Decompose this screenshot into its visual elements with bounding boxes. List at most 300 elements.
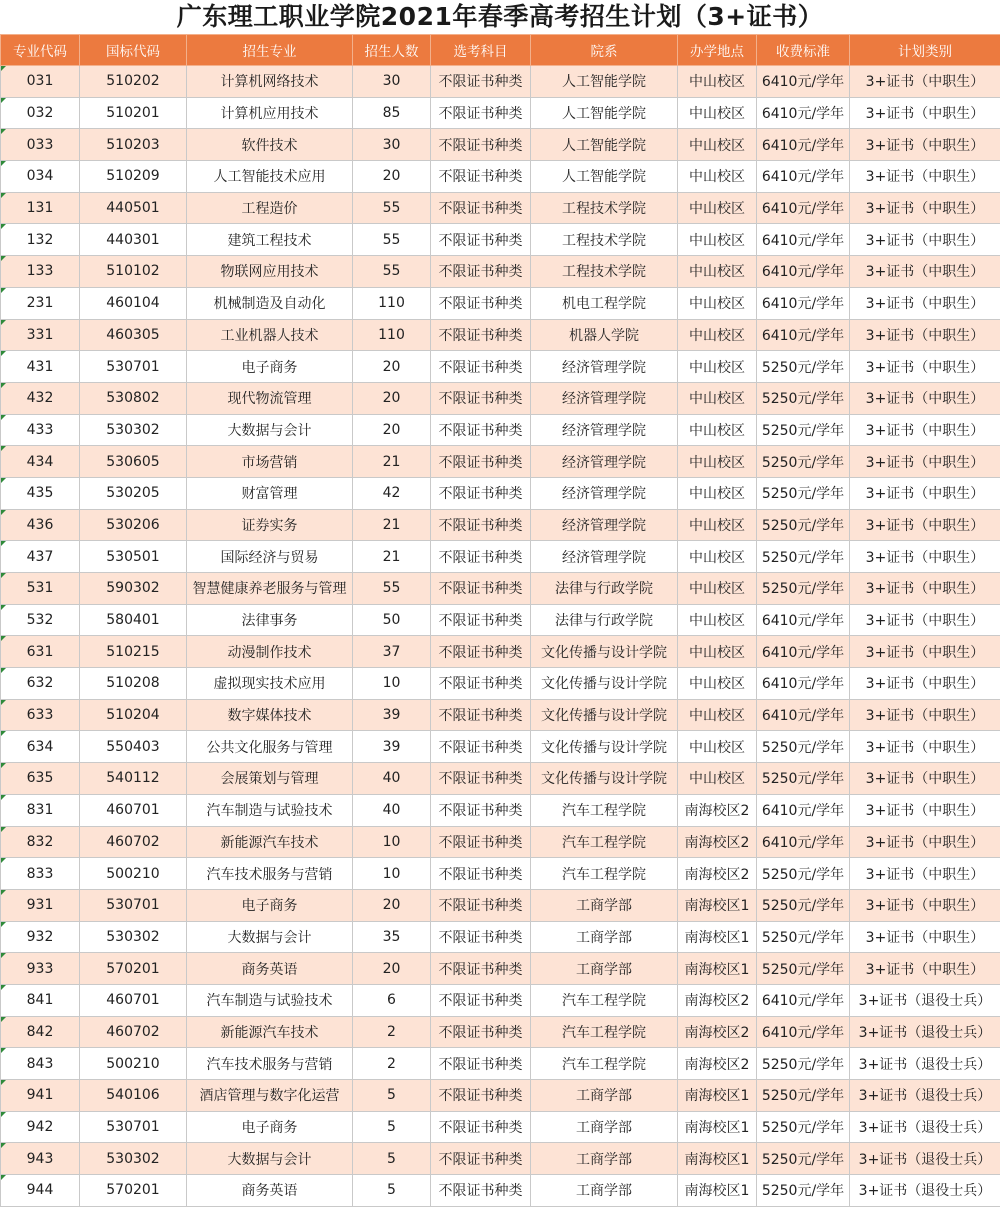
campus-cell: 南海校区1 xyxy=(678,1080,757,1112)
national-code-cell: 510202 xyxy=(80,66,187,98)
tuition-cell: 6410元/学年 xyxy=(757,161,850,193)
enrollment-count-cell: 55 xyxy=(353,224,431,256)
plan-type-cell: 3+证书（中职生） xyxy=(850,794,1000,826)
major-code-cell: 032 xyxy=(1,97,80,129)
department-cell: 经济管理学院 xyxy=(531,477,678,509)
exam-subject-cell: 不限证书种类 xyxy=(431,129,531,161)
national-code-cell: 530302 xyxy=(80,1143,187,1175)
major-code-cell: 933 xyxy=(1,953,80,985)
major-code-cell: 831 xyxy=(1,794,80,826)
enrollment-count-cell: 39 xyxy=(353,699,431,731)
major-name-cell: 会展策划与管理 xyxy=(187,763,353,795)
enrollment-count-cell: 37 xyxy=(353,636,431,668)
department-cell: 法律与行政学院 xyxy=(531,604,678,636)
table-row xyxy=(1,351,1000,383)
tuition-cell: 5250元/学年 xyxy=(757,573,850,605)
table-row xyxy=(1,604,1000,636)
department-cell: 汽车工程学院 xyxy=(531,984,678,1016)
department-cell: 经济管理学院 xyxy=(531,351,678,383)
major-name-cell: 动漫制作技术 xyxy=(187,636,353,668)
plan-type-cell: 3+证书（中职生） xyxy=(850,446,1000,478)
table-row xyxy=(1,66,1000,98)
department-cell: 汽车工程学院 xyxy=(531,1016,678,1048)
national-code-cell: 510102 xyxy=(80,256,187,288)
plan-type-cell: 3+证书（中职生） xyxy=(850,953,1000,985)
campus-cell: 中山校区 xyxy=(678,477,757,509)
national-code-cell: 530302 xyxy=(80,921,187,953)
enrollment-count-cell: 5 xyxy=(353,1143,431,1175)
exam-subject-cell: 不限证书种类 xyxy=(431,573,531,605)
national-code-cell: 530605 xyxy=(80,446,187,478)
campus-cell: 中山校区 xyxy=(678,731,757,763)
major-code-cell: 531 xyxy=(1,573,80,605)
table-row xyxy=(1,224,1000,256)
major-name-cell: 现代物流管理 xyxy=(187,382,353,414)
major-name-cell: 电子商务 xyxy=(187,351,353,383)
campus-cell: 中山校区 xyxy=(678,763,757,795)
major-code-cell: 031 xyxy=(1,66,80,98)
campus-cell: 南海校区2 xyxy=(678,1048,757,1080)
major-name-cell: 公共文化服务与管理 xyxy=(187,731,353,763)
department-cell: 机器人学院 xyxy=(531,319,678,351)
enrollment-count-cell: 42 xyxy=(353,477,431,509)
table-row xyxy=(1,573,1000,605)
header-major-name: 招生专业 xyxy=(187,35,353,66)
department-cell: 工商学部 xyxy=(531,1111,678,1143)
table-row xyxy=(1,129,1000,161)
tuition-cell: 5250元/学年 xyxy=(757,889,850,921)
tuition-cell: 5250元/学年 xyxy=(757,1080,850,1112)
national-code-cell: 590302 xyxy=(80,573,187,605)
major-code-cell: 133 xyxy=(1,256,80,288)
campus-cell: 中山校区 xyxy=(678,541,757,573)
plan-type-cell: 3+证书（中职生） xyxy=(850,161,1000,193)
national-code-cell: 460701 xyxy=(80,794,187,826)
header-tuition: 收费标准 xyxy=(757,35,850,66)
enrollment-count-cell: 20 xyxy=(353,889,431,921)
enrollment-count-cell: 85 xyxy=(353,97,431,129)
enrollment-count-cell: 30 xyxy=(353,129,431,161)
major-code-cell: 632 xyxy=(1,668,80,700)
enrollment-count-cell: 5 xyxy=(353,1175,431,1207)
national-code-cell: 530302 xyxy=(80,414,187,446)
plan-type-cell: 3+证书（中职生） xyxy=(850,889,1000,921)
table-row xyxy=(1,826,1000,858)
tuition-cell: 6410元/学年 xyxy=(757,984,850,1016)
department-cell: 经济管理学院 xyxy=(531,541,678,573)
exam-subject-cell: 不限证书种类 xyxy=(431,953,531,985)
major-name-cell: 汽车技术服务与营销 xyxy=(187,858,353,890)
campus-cell: 中山校区 xyxy=(678,446,757,478)
exam-subject-cell: 不限证书种类 xyxy=(431,256,531,288)
tuition-cell: 5250元/学年 xyxy=(757,1111,850,1143)
major-code-cell: 832 xyxy=(1,826,80,858)
major-code-cell: 941 xyxy=(1,1080,80,1112)
plan-type-cell: 3+证书（中职生） xyxy=(850,763,1000,795)
department-cell: 工商学部 xyxy=(531,921,678,953)
major-code-cell: 432 xyxy=(1,382,80,414)
department-cell: 工商学部 xyxy=(531,953,678,985)
exam-subject-cell: 不限证书种类 xyxy=(431,97,531,129)
campus-cell: 中山校区 xyxy=(678,573,757,605)
plan-type-cell: 3+证书（退役士兵） xyxy=(850,1080,1000,1112)
major-code-cell: 843 xyxy=(1,1048,80,1080)
department-cell: 文化传播与设计学院 xyxy=(531,668,678,700)
national-code-cell: 440501 xyxy=(80,192,187,224)
campus-cell: 南海校区1 xyxy=(678,1111,757,1143)
tuition-cell: 6410元/学年 xyxy=(757,668,850,700)
plan-type-cell: 3+证书（中职生） xyxy=(850,477,1000,509)
table-row xyxy=(1,1143,1000,1175)
tuition-cell: 6410元/学年 xyxy=(757,256,850,288)
plan-type-cell: 3+证书（中职生） xyxy=(850,414,1000,446)
campus-cell: 南海校区2 xyxy=(678,794,757,826)
major-name-cell: 大数据与会计 xyxy=(187,1143,353,1175)
major-name-cell: 商务英语 xyxy=(187,953,353,985)
table-body xyxy=(1,66,1000,1207)
campus-cell: 南海校区1 xyxy=(678,1175,757,1207)
campus-cell: 南海校区2 xyxy=(678,984,757,1016)
major-name-cell: 电子商务 xyxy=(187,889,353,921)
plan-type-cell: 3+证书（中职生） xyxy=(850,97,1000,129)
header-enrollment-count: 招生人数 xyxy=(353,35,431,66)
campus-cell: 南海校区1 xyxy=(678,1143,757,1175)
tuition-cell: 5250元/学年 xyxy=(757,1048,850,1080)
national-code-cell: 460702 xyxy=(80,1016,187,1048)
table-row xyxy=(1,858,1000,890)
department-cell: 工商学部 xyxy=(531,1175,678,1207)
tuition-cell: 6410元/学年 xyxy=(757,66,850,98)
tuition-cell: 6410元/学年 xyxy=(757,319,850,351)
exam-subject-cell: 不限证书种类 xyxy=(431,224,531,256)
national-code-cell: 530701 xyxy=(80,889,187,921)
major-name-cell: 工业机器人技术 xyxy=(187,319,353,351)
campus-cell: 中山校区 xyxy=(678,668,757,700)
table-row xyxy=(1,382,1000,414)
plan-type-cell: 3+证书（中职生） xyxy=(850,826,1000,858)
plan-type-cell: 3+证书（退役士兵） xyxy=(850,984,1000,1016)
table-row xyxy=(1,1016,1000,1048)
campus-cell: 中山校区 xyxy=(678,129,757,161)
enrollment-count-cell: 21 xyxy=(353,446,431,478)
table-row xyxy=(1,446,1000,478)
exam-subject-cell: 不限证书种类 xyxy=(431,889,531,921)
table-row xyxy=(1,192,1000,224)
department-cell: 文化传播与设计学院 xyxy=(531,731,678,763)
major-code-cell: 932 xyxy=(1,921,80,953)
plan-type-cell: 3+证书（中职生） xyxy=(850,636,1000,668)
enrollment-plan-table xyxy=(0,34,1000,1207)
department-cell: 工程技术学院 xyxy=(531,192,678,224)
department-cell: 人工智能学院 xyxy=(531,161,678,193)
exam-subject-cell: 不限证书种类 xyxy=(431,1048,531,1080)
campus-cell: 中山校区 xyxy=(678,604,757,636)
enrollment-count-cell: 55 xyxy=(353,192,431,224)
major-name-cell: 新能源汽车技术 xyxy=(187,1016,353,1048)
header-major-code: 专业代码 xyxy=(1,35,80,66)
tuition-cell: 5250元/学年 xyxy=(757,541,850,573)
campus-cell: 南海校区2 xyxy=(678,858,757,890)
national-code-cell: 510203 xyxy=(80,129,187,161)
major-name-cell: 大数据与会计 xyxy=(187,414,353,446)
national-code-cell: 530205 xyxy=(80,477,187,509)
department-cell: 汽车工程学院 xyxy=(531,858,678,890)
plan-type-cell: 3+证书（中职生） xyxy=(850,224,1000,256)
enrollment-count-cell: 20 xyxy=(353,382,431,414)
enrollment-count-cell: 21 xyxy=(353,509,431,541)
table-row xyxy=(1,477,1000,509)
exam-subject-cell: 不限证书种类 xyxy=(431,382,531,414)
department-cell: 工商学部 xyxy=(531,1080,678,1112)
campus-cell: 南海校区2 xyxy=(678,1016,757,1048)
department-cell: 工程技术学院 xyxy=(531,256,678,288)
plan-type-cell: 3+证书（中职生） xyxy=(850,858,1000,890)
department-cell: 机电工程学院 xyxy=(531,287,678,319)
tuition-cell: 5250元/学年 xyxy=(757,763,850,795)
tuition-cell: 5250元/学年 xyxy=(757,382,850,414)
table-row xyxy=(1,953,1000,985)
table-row xyxy=(1,256,1000,288)
national-code-cell: 530501 xyxy=(80,541,187,573)
exam-subject-cell: 不限证书种类 xyxy=(431,1016,531,1048)
enrollment-count-cell: 20 xyxy=(353,161,431,193)
major-code-cell: 436 xyxy=(1,509,80,541)
enrollment-count-cell: 40 xyxy=(353,763,431,795)
major-name-cell: 商务英语 xyxy=(187,1175,353,1207)
enrollment-count-cell: 55 xyxy=(353,573,431,605)
plan-type-cell: 3+证书（中职生） xyxy=(850,541,1000,573)
major-code-cell: 431 xyxy=(1,351,80,383)
tuition-cell: 5250元/学年 xyxy=(757,1143,850,1175)
major-name-cell: 建筑工程技术 xyxy=(187,224,353,256)
national-code-cell: 550403 xyxy=(80,731,187,763)
national-code-cell: 570201 xyxy=(80,1175,187,1207)
department-cell: 文化传播与设计学院 xyxy=(531,636,678,668)
major-name-cell: 物联网应用技术 xyxy=(187,256,353,288)
exam-subject-cell: 不限证书种类 xyxy=(431,541,531,573)
national-code-cell: 580401 xyxy=(80,604,187,636)
exam-subject-cell: 不限证书种类 xyxy=(431,192,531,224)
campus-cell: 南海校区1 xyxy=(678,889,757,921)
exam-subject-cell: 不限证书种类 xyxy=(431,858,531,890)
table-row xyxy=(1,161,1000,193)
major-name-cell: 计算机应用技术 xyxy=(187,97,353,129)
major-name-cell: 汽车技术服务与营销 xyxy=(187,1048,353,1080)
enrollment-count-cell: 35 xyxy=(353,921,431,953)
enrollment-count-cell: 6 xyxy=(353,984,431,1016)
tuition-cell: 5250元/学年 xyxy=(757,414,850,446)
department-cell: 经济管理学院 xyxy=(531,446,678,478)
tuition-cell: 6410元/学年 xyxy=(757,826,850,858)
department-cell: 汽车工程学院 xyxy=(531,1048,678,1080)
tuition-cell: 5250元/学年 xyxy=(757,509,850,541)
exam-subject-cell: 不限证书种类 xyxy=(431,509,531,541)
plan-type-cell: 3+证书（中职生） xyxy=(850,351,1000,383)
major-name-cell: 财富管理 xyxy=(187,477,353,509)
major-code-cell: 434 xyxy=(1,446,80,478)
national-code-cell: 510208 xyxy=(80,668,187,700)
enrollment-count-cell: 110 xyxy=(353,287,431,319)
department-cell: 人工智能学院 xyxy=(531,97,678,129)
plan-type-cell: 3+证书（中职生） xyxy=(850,573,1000,605)
major-code-cell: 635 xyxy=(1,763,80,795)
campus-cell: 中山校区 xyxy=(678,256,757,288)
campus-cell: 中山校区 xyxy=(678,287,757,319)
major-code-cell: 033 xyxy=(1,129,80,161)
campus-cell: 中山校区 xyxy=(678,161,757,193)
enrollment-count-cell: 5 xyxy=(353,1080,431,1112)
tuition-cell: 6410元/学年 xyxy=(757,287,850,319)
table-row xyxy=(1,414,1000,446)
enrollment-count-cell: 50 xyxy=(353,604,431,636)
campus-cell: 中山校区 xyxy=(678,414,757,446)
tuition-cell: 5250元/学年 xyxy=(757,858,850,890)
table-row xyxy=(1,763,1000,795)
major-code-cell: 931 xyxy=(1,889,80,921)
tuition-cell: 6410元/学年 xyxy=(757,794,850,826)
major-code-cell: 842 xyxy=(1,1016,80,1048)
exam-subject-cell: 不限证书种类 xyxy=(431,668,531,700)
major-name-cell: 数字媒体技术 xyxy=(187,699,353,731)
major-name-cell: 市场营销 xyxy=(187,446,353,478)
major-name-cell: 新能源汽车技术 xyxy=(187,826,353,858)
national-code-cell: 510209 xyxy=(80,161,187,193)
exam-subject-cell: 不限证书种类 xyxy=(431,66,531,98)
exam-subject-cell: 不限证书种类 xyxy=(431,287,531,319)
header-department: 院系 xyxy=(531,35,678,66)
department-cell: 工商学部 xyxy=(531,1143,678,1175)
exam-subject-cell: 不限证书种类 xyxy=(431,794,531,826)
major-code-cell: 631 xyxy=(1,636,80,668)
major-name-cell: 汽车制造与试验技术 xyxy=(187,984,353,1016)
plan-type-cell: 3+证书（退役士兵） xyxy=(850,1048,1000,1080)
enrollment-count-cell: 2 xyxy=(353,1048,431,1080)
campus-cell: 中山校区 xyxy=(678,699,757,731)
major-code-cell: 231 xyxy=(1,287,80,319)
major-code-cell: 433 xyxy=(1,414,80,446)
national-code-cell: 510201 xyxy=(80,97,187,129)
national-code-cell: 440301 xyxy=(80,224,187,256)
enrollment-count-cell: 10 xyxy=(353,826,431,858)
major-name-cell: 人工智能技术应用 xyxy=(187,161,353,193)
national-code-cell: 540106 xyxy=(80,1080,187,1112)
tuition-cell: 6410元/学年 xyxy=(757,129,850,161)
exam-subject-cell: 不限证书种类 xyxy=(431,414,531,446)
tuition-cell: 6410元/学年 xyxy=(757,97,850,129)
table-row xyxy=(1,731,1000,763)
header-plan-type: 计划类别 xyxy=(850,35,1000,66)
major-code-cell: 634 xyxy=(1,731,80,763)
tuition-cell: 6410元/学年 xyxy=(757,1016,850,1048)
department-cell: 文化传播与设计学院 xyxy=(531,699,678,731)
major-code-cell: 331 xyxy=(1,319,80,351)
plan-type-cell: 3+证书（中职生） xyxy=(850,192,1000,224)
campus-cell: 南海校区1 xyxy=(678,953,757,985)
plan-type-cell: 3+证书（中职生） xyxy=(850,699,1000,731)
campus-cell: 中山校区 xyxy=(678,224,757,256)
header-exam-subject: 选考科目 xyxy=(431,35,531,66)
table-row xyxy=(1,636,1000,668)
campus-cell: 南海校区2 xyxy=(678,826,757,858)
plan-type-cell: 3+证书（中职生） xyxy=(850,382,1000,414)
plan-type-cell: 3+证书（中职生） xyxy=(850,319,1000,351)
table-row xyxy=(1,97,1000,129)
major-name-cell: 虚拟现实技术应用 xyxy=(187,668,353,700)
campus-cell: 中山校区 xyxy=(678,192,757,224)
table-row xyxy=(1,1175,1000,1207)
department-cell: 工程技术学院 xyxy=(531,224,678,256)
tuition-cell: 5250元/学年 xyxy=(757,1175,850,1207)
department-cell: 经济管理学院 xyxy=(531,509,678,541)
enrollment-count-cell: 20 xyxy=(353,953,431,985)
exam-subject-cell: 不限证书种类 xyxy=(431,1143,531,1175)
national-code-cell: 500210 xyxy=(80,1048,187,1080)
plan-type-cell: 3+证书（退役士兵） xyxy=(850,1175,1000,1207)
plan-type-cell: 3+证书（中职生） xyxy=(850,509,1000,541)
table-row xyxy=(1,541,1000,573)
plan-type-cell: 3+证书（退役士兵） xyxy=(850,1111,1000,1143)
plan-type-cell: 3+证书（中职生） xyxy=(850,66,1000,98)
enrollment-count-cell: 5 xyxy=(353,1111,431,1143)
major-code-cell: 841 xyxy=(1,984,80,1016)
major-name-cell: 酒店管理与数字化运营 xyxy=(187,1080,353,1112)
national-code-cell: 500210 xyxy=(80,858,187,890)
tuition-cell: 6410元/学年 xyxy=(757,604,850,636)
department-cell: 人工智能学院 xyxy=(531,66,678,98)
major-name-cell: 智慧健康养老服务与管理 xyxy=(187,573,353,605)
plan-type-cell: 3+证书（中职生） xyxy=(850,668,1000,700)
department-cell: 工商学部 xyxy=(531,889,678,921)
tuition-cell: 5250元/学年 xyxy=(757,921,850,953)
tuition-cell: 5250元/学年 xyxy=(757,477,850,509)
exam-subject-cell: 不限证书种类 xyxy=(431,826,531,858)
header-national-code: 国标代码 xyxy=(80,35,187,66)
plan-type-cell: 3+证书（中职生） xyxy=(850,921,1000,953)
department-cell: 汽车工程学院 xyxy=(531,826,678,858)
major-name-cell: 工程造价 xyxy=(187,192,353,224)
table-row xyxy=(1,1048,1000,1080)
major-code-cell: 833 xyxy=(1,858,80,890)
national-code-cell: 510204 xyxy=(80,699,187,731)
plan-type-cell: 3+证书（中职生） xyxy=(850,256,1000,288)
major-name-cell: 机械制造及自动化 xyxy=(187,287,353,319)
major-name-cell: 证券实务 xyxy=(187,509,353,541)
table-row xyxy=(1,1111,1000,1143)
exam-subject-cell: 不限证书种类 xyxy=(431,1080,531,1112)
enrollment-count-cell: 21 xyxy=(353,541,431,573)
campus-cell: 中山校区 xyxy=(678,319,757,351)
major-code-cell: 437 xyxy=(1,541,80,573)
major-name-cell: 软件技术 xyxy=(187,129,353,161)
exam-subject-cell: 不限证书种类 xyxy=(431,699,531,731)
exam-subject-cell: 不限证书种类 xyxy=(431,984,531,1016)
exam-subject-cell: 不限证书种类 xyxy=(431,1175,531,1207)
tuition-cell: 6410元/学年 xyxy=(757,636,850,668)
national-code-cell: 570201 xyxy=(80,953,187,985)
exam-subject-cell: 不限证书种类 xyxy=(431,319,531,351)
national-code-cell: 530802 xyxy=(80,382,187,414)
enrollment-count-cell: 20 xyxy=(353,351,431,383)
campus-cell: 中山校区 xyxy=(678,351,757,383)
major-code-cell: 435 xyxy=(1,477,80,509)
major-name-cell: 法律事务 xyxy=(187,604,353,636)
table-row xyxy=(1,1080,1000,1112)
department-cell: 汽车工程学院 xyxy=(531,794,678,826)
campus-cell: 中山校区 xyxy=(678,636,757,668)
enrollment-count-cell: 30 xyxy=(353,66,431,98)
plan-type-cell: 3+证书（中职生） xyxy=(850,129,1000,161)
enrollment-count-cell: 10 xyxy=(353,858,431,890)
